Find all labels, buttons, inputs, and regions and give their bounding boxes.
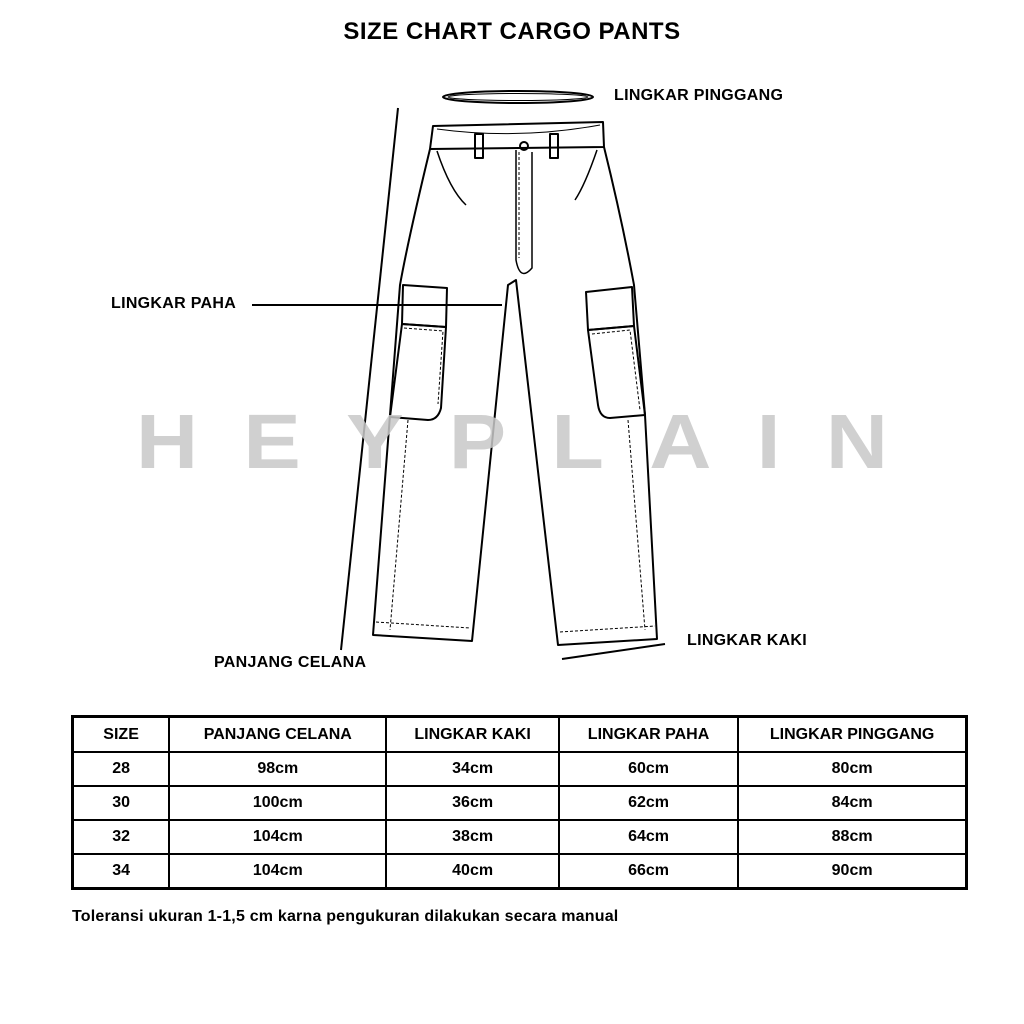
page-title: SIZE CHART CARGO PANTS	[343, 18, 681, 45]
header-waist: LINGKAR PINGGANG	[738, 717, 966, 753]
leg-measure-line	[562, 644, 665, 659]
length-label: PANJANG CELANA	[214, 654, 367, 671]
table-row: 34 104cm 40cm 66cm 90cm	[73, 854, 967, 889]
watermark: H E Y P L A I N	[136, 398, 888, 486]
table-row: 30 100cm 36cm 62cm 84cm	[73, 786, 967, 820]
header-size: SIZE	[73, 717, 170, 753]
waist-ellipse-icon	[443, 91, 593, 103]
table-row: 32 104cm 38cm 64cm 88cm	[73, 820, 967, 854]
waist-label: LINGKAR PINGGANG	[614, 87, 784, 104]
thigh-label: LINGKAR PAHA	[111, 295, 237, 312]
header-thigh: LINGKAR PAHA	[559, 717, 738, 753]
header-leg: LINGKAR KAKI	[386, 717, 558, 753]
length-measure-line	[341, 108, 398, 650]
tolerance-note: Toleransi ukuran 1-1,5 cm karna pengukuran dilakukan secara manual	[72, 908, 619, 925]
leg-opening-label: LINGKAR KAKI	[687, 632, 808, 649]
table-header-row	[73, 717, 967, 753]
header-length: PANJANG CELANA	[169, 717, 386, 753]
table-row: 28 98cm 34cm 60cm 80cm	[73, 752, 967, 786]
size-table	[71, 715, 968, 890]
